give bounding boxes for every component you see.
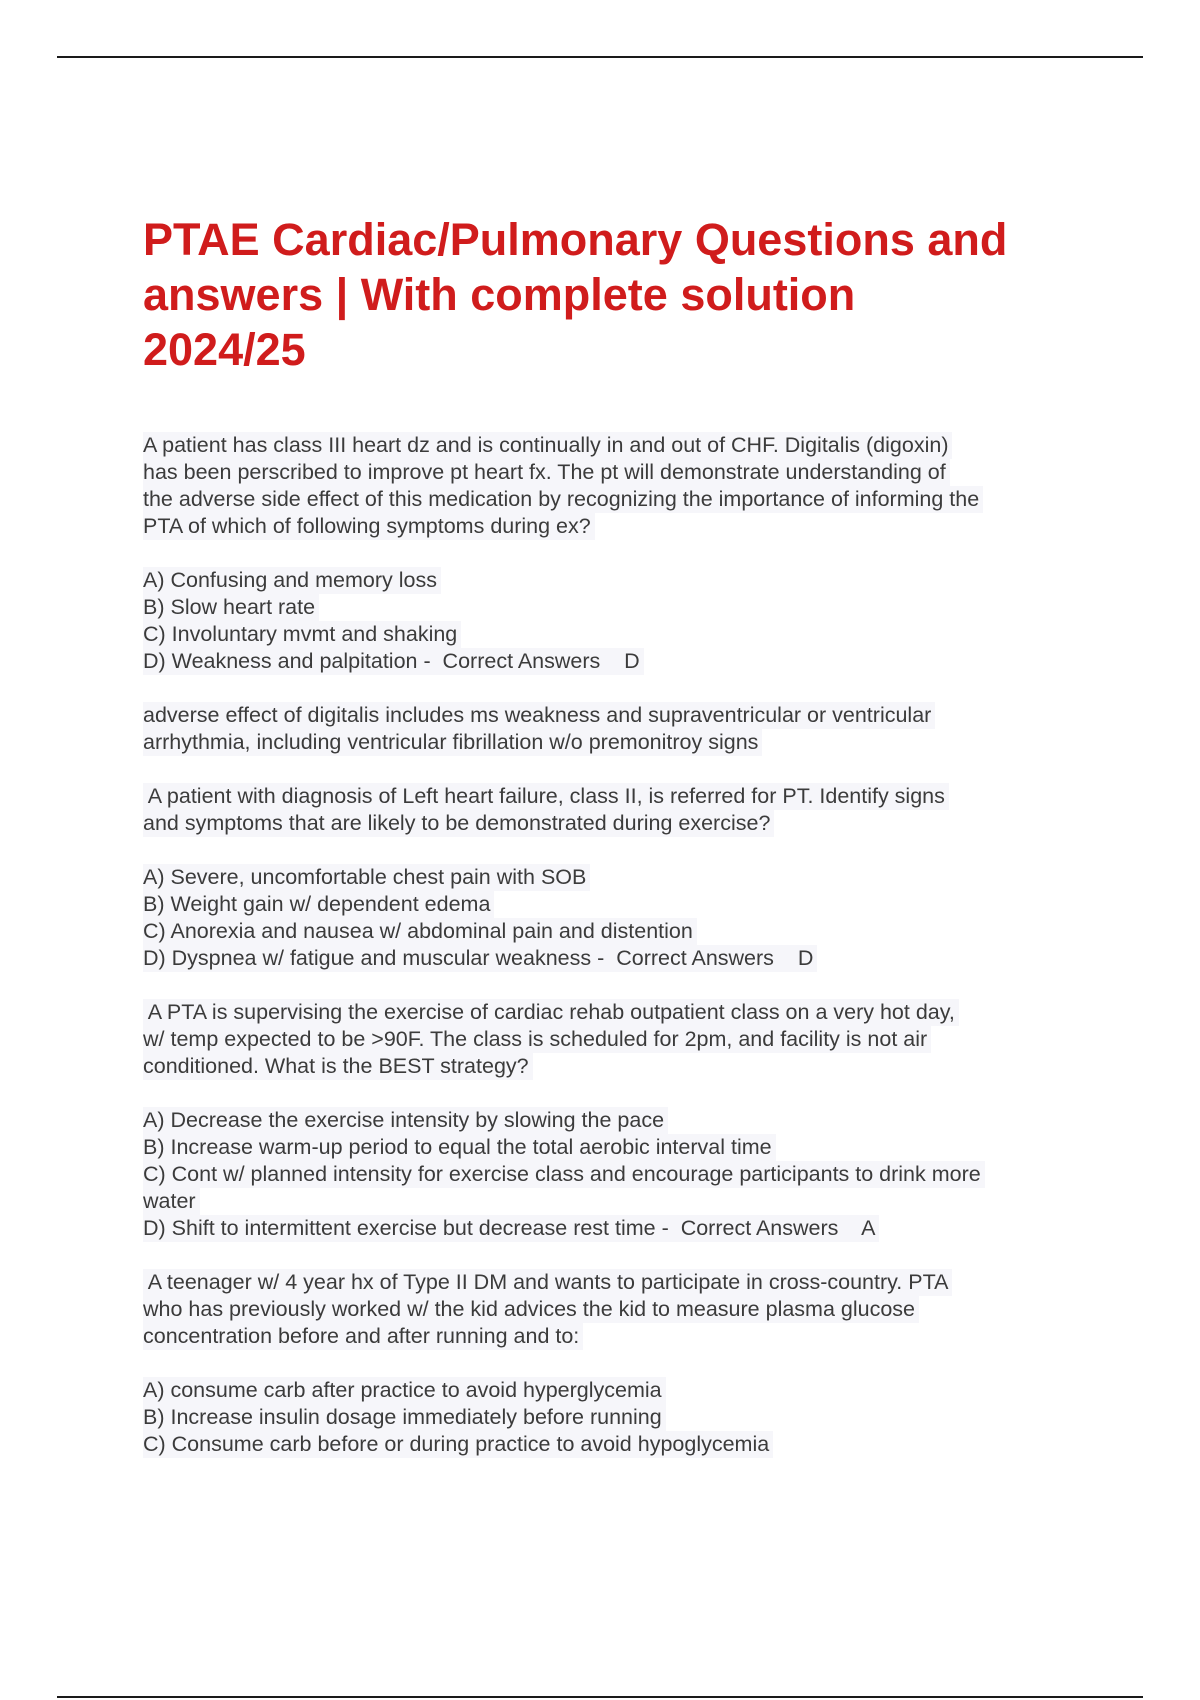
option-line-with-answer: D) Dyspnea w/ fatigue and muscular weakness - Correct Answers D bbox=[143, 945, 817, 972]
option-line: A) Severe, uncomfortable chest pain with SOB bbox=[143, 864, 590, 891]
question-block bbox=[143, 999, 1073, 1242]
option-line: B) Weight gain w/ dependent edema bbox=[143, 891, 494, 918]
explanation-line: arrhythmia, including ventricular fibrillation w/o premonitroy signs bbox=[143, 729, 762, 756]
question-text-line: the adverse side effect of this medication by recognizing the importance of informing the bbox=[143, 486, 983, 513]
question-text-line: conditioned. What is the BEST strategy? bbox=[143, 1053, 533, 1080]
question-block bbox=[143, 432, 1073, 756]
option-line: C) Involuntary mvmt and shaking bbox=[143, 621, 461, 648]
option-line: A) consume carb after practice to avoid hyperglycemia bbox=[143, 1377, 666, 1404]
document-title bbox=[143, 212, 1083, 377]
title-line: answers | With complete solution bbox=[143, 269, 856, 320]
option-line: B) Increase insulin dosage immediately before running bbox=[143, 1404, 666, 1431]
option-line: B) Slow heart rate bbox=[143, 594, 319, 621]
option-line: A) Decrease the exercise intensity by slowing the pace bbox=[143, 1107, 668, 1134]
option-line: C) Cont w/ planned intensity for exercise class and encourage participants to drink more bbox=[143, 1161, 985, 1188]
document-body bbox=[143, 432, 1073, 1458]
question-text-line: A PTA is supervising the exercise of cardiac rehab outpatient class on a very hot day, bbox=[143, 999, 959, 1026]
title-line: 2024/25 bbox=[143, 324, 306, 375]
question-block bbox=[143, 1269, 1073, 1458]
question-text-line: A patient with diagnosis of Left heart failure, class II, is referred for PT. Identify signs bbox=[143, 783, 949, 810]
option-line-with-answer: D) Weakness and palpitation - Correct Answers D bbox=[143, 648, 644, 675]
question-text-line: has been perscribed to improve pt heart fx. The pt will demonstrate understanding of bbox=[143, 459, 950, 486]
header-rule bbox=[57, 56, 1143, 58]
footer-rule bbox=[57, 1696, 1143, 1698]
option-line: B) Increase warm-up period to equal the total aerobic interval time bbox=[143, 1134, 776, 1161]
question-text-line: A patient has class III heart dz and is continually in and out of CHF. Digitalis (digoxin) bbox=[143, 432, 952, 459]
question-text-line: who has previously worked w/ the kid advices the kid to measure plasma glucose bbox=[143, 1296, 919, 1323]
option-line: C) Anorexia and nausea w/ abdominal pain and distention bbox=[143, 918, 697, 945]
question-text-line: and symptoms that are likely to be demonstrated during exercise? bbox=[143, 810, 774, 837]
option-line: C) Consume carb before or during practice to avoid hypoglycemia bbox=[143, 1431, 773, 1458]
question-text-line: concentration before and after running and to: bbox=[143, 1323, 583, 1350]
question-text-line: PTA of which of following symptoms during ex? bbox=[143, 513, 595, 540]
option-line: A) Confusing and memory loss bbox=[143, 567, 441, 594]
question-block bbox=[143, 783, 1073, 972]
option-line: water bbox=[143, 1188, 200, 1215]
question-text-line: A teenager w/ 4 year hx of Type II DM and wants to participate in cross-country. PTA bbox=[143, 1269, 952, 1296]
option-line-with-answer: D) Shift to intermittent exercise but decrease rest time - Correct Answers A bbox=[143, 1215, 879, 1242]
explanation-line: adverse effect of digitalis includes ms weakness and supraventricular or ventricular bbox=[143, 702, 935, 729]
question-text-line: w/ temp expected to be >90F. The class is scheduled for 2pm, and facility is not air bbox=[143, 1026, 931, 1053]
title-line: PTAE Cardiac/Pulmonary Questions and bbox=[143, 214, 1008, 265]
